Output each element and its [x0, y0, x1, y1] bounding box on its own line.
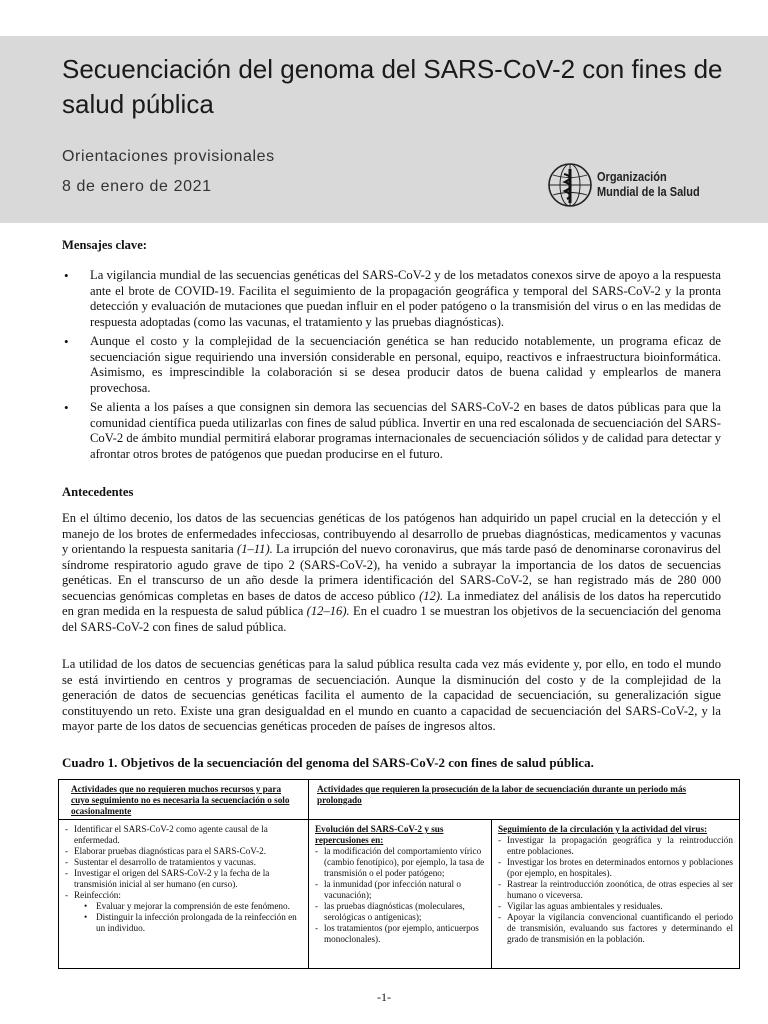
citation: (1–11).	[237, 542, 273, 556]
list-item: - Investigar el origen del SARS-CoV-2 y la fecha de la transmisión inicial al ser humano (en curso).	[65, 868, 302, 890]
key-messages-list	[62, 268, 721, 466]
document-subtitle: Orientaciones provisionales	[62, 148, 275, 165]
key-message-item: • Se alienta a los países a que consignen sin demora las secuencias del SARS-CoV-2 en bases de datos públicas para que la comunidad científica pueda utilizarlas con fines de salud pública. Invertir en una red escalonada de secuenciación del SARS-CoV-2 de ámbito mundial permitirá elaborar programas internacionales de secuenciación sólidos y de calidad para detectar y afrontar otros brotes de patógenos que puedan producirse en el futuro.	[62, 400, 721, 462]
table-header-low-resource	[59, 780, 309, 820]
sub-list-item: • Evaluar y mejorar la comprensión de este fenómeno.	[74, 901, 302, 912]
page-title: Secuenciación del genoma del SARS-CoV-2 con fines de salud pública	[62, 54, 723, 119]
key-messages-heading: Mensajes clave:	[62, 238, 147, 252]
box-1-caption: Cuadro 1. Objetivos de la secuenciación del genoma del SARS-CoV-2 con fines de salud pública.	[62, 755, 594, 770]
who-logo-text	[597, 170, 700, 200]
list-item: - la inmunidad (por infección natural o vacunación);	[315, 879, 485, 901]
list-item: - Sustentar el desarrollo de tratamientos y vacunas.	[65, 857, 302, 868]
objectives-table	[58, 779, 740, 969]
who-emblem-icon	[547, 162, 593, 208]
background-paragraph-1	[62, 511, 721, 635]
circulation-list	[498, 835, 733, 945]
publication-date: 8 de enero de 2021	[62, 178, 212, 195]
list-item	[65, 890, 302, 934]
text-run: La irrupción del nuevo coronavirus, que más tarde pasó de denominarse coronavirus del síndrome respiratorio agudo grave de tipo 2 (SARS-CoV-2), ha venido a subrayar la importancia de los datos de secuencias genéticas. En el transcurso de un año desde la primera identificación del SARS-CoV-2, se han registrado más de 280 000 secuencias genómicas completas en bases de datos de acceso público	[62, 542, 722, 603]
who-logo-line2: Mundial de la Salud	[597, 185, 700, 199]
page-number: -1-	[377, 990, 391, 1004]
background-paragraph-2: La utilidad de los datos de secuencias genéticas para la salud pública resulta cada vez más evidente y, por ello, en todo el mundo se está invirtiendo en centros y programas de secuenciación. Aunque la disminución del costo y de la complejidad de la generación de datos de secuencias genéticas facilita el aumento de la capacidad de secuenciación, su generalización sigue constituyendo un reto. Existe una gran desigualdad en el mundo en cuanto a capacidad de secuenciación del SARS-CoV-2, y la mayor parte de los datos de secuencias genéticas proceden de países de ingresos altos.	[62, 657, 721, 733]
sub-list-item: • Distinguir la infección prolongada de la reinfección en un individuo.	[74, 912, 302, 934]
column-title: Evolución del SARS-CoV-2 y sus repercusiones en:	[315, 824, 444, 845]
activity-list	[65, 824, 302, 934]
text-run: La inmediatez del análisis de los datos ha repercutido en gran medida en la respuesta de salud pública	[62, 588, 721, 618]
table-cell-evolution	[309, 820, 492, 968]
header-text: Actividades que requieren la prosecución de la labor de secuenciación durante un periodo más prolongado	[317, 784, 687, 805]
text-run: En el cuadro 1 se muestran los objetivos de la secuenciación del genoma del SARS-CoV-2 con fines de salud pública.	[62, 604, 721, 634]
who-logo-line1: Organización	[597, 170, 667, 184]
citation: (12).	[419, 588, 444, 603]
background-heading: Antecedentes	[62, 485, 134, 499]
table-cell-circulation	[492, 820, 739, 968]
reinfection-sublist	[74, 901, 302, 934]
text-run: En el último decenio, los datos de las secuencias genéticas de los patógenos han adquirido un papel crucial en la detección y el manejo de los brotes de enfermedades infecciosas, contribuyendo al desarrollo de pruebas diagnósticas, medicamentos y vacunas y orientando la respuesta sanitaria	[62, 511, 721, 556]
list-item: - Elaborar pruebas diagnósticas para el SARS-CoV-2.	[65, 846, 302, 857]
key-message-item: • Aunque el costo y la complejidad de la secuenciación genética se han reducido notablemente, un programa eficaz de secuenciación sigue requiriendo una inversión considerable en personal, equipo, reactivos e infraestructura bioinformática. Asimismo, es imprescindible la colaboración si se desea producir datos de buena calidad y emplearlos de manera provechosa.	[62, 334, 721, 396]
key-message-item: • La vigilancia mundial de las secuencias genéticas del SARS-CoV-2 y de los metadatos conexos sirve de apoyo a la respuesta ante el brote de COVID-19. Facilita el seguimiento de la propagación geográfica y temporal del SARS-CoV-2 y la pronta detección y evaluación de mutaciones que puedan influir en el poder patógeno o la transmisión del virus o en las medidas de respuesta adoptadas (como las vacunas, el tratamiento y las pruebas diagnósticas).	[62, 268, 721, 330]
list-item-label: Reinfección:	[74, 890, 121, 900]
evolution-list	[315, 846, 485, 945]
list-item: - Investigar los brotes en determinados entornos y poblaciones (por ejemplo, en hospitales).	[498, 857, 733, 879]
list-item: - Identificar el SARS-CoV-2 como agente causal de la enfermedad.	[65, 824, 302, 846]
list-item: - los tratamientos (por ejemplo, anticuerpos monoclonales).	[315, 923, 485, 945]
table-cell-low-resource	[59, 820, 309, 968]
list-item: - Rastrear la reintroducción zoonótica, de otras especies al ser humano o viceversa.	[498, 879, 733, 901]
who-logo	[547, 162, 714, 208]
column-title: Seguimiento de la circulación y la actividad del virus:	[498, 824, 708, 834]
list-item: - Investigar la propagación geográfica y la reintroducción entre poblaciones.	[498, 835, 733, 857]
table-header-long-term	[309, 780, 739, 820]
list-item: - la modificación del comportamiento vírico (cambio fenotípico), por ejemplo, la tasa de transmisión o el poder patógeno;	[315, 846, 485, 879]
list-item: - Vigilar las aguas ambientales y residuales.	[498, 901, 733, 912]
header-text: Actividades que no requieren muchos recursos y para cuyo seguimiento no es necesaria la secuenciación o solo ocasionalmente	[71, 784, 290, 816]
citation: (12–16).	[306, 604, 350, 618]
list-item: - las pruebas diagnósticas (moleculares, serológicas o antígenicas);	[315, 901, 485, 923]
list-item: - Apoyar la vigilancia convencional cuantificando el periodo de transmisión, evaluando sus factores y determinando el grado de transmisión en la población.	[498, 912, 733, 945]
